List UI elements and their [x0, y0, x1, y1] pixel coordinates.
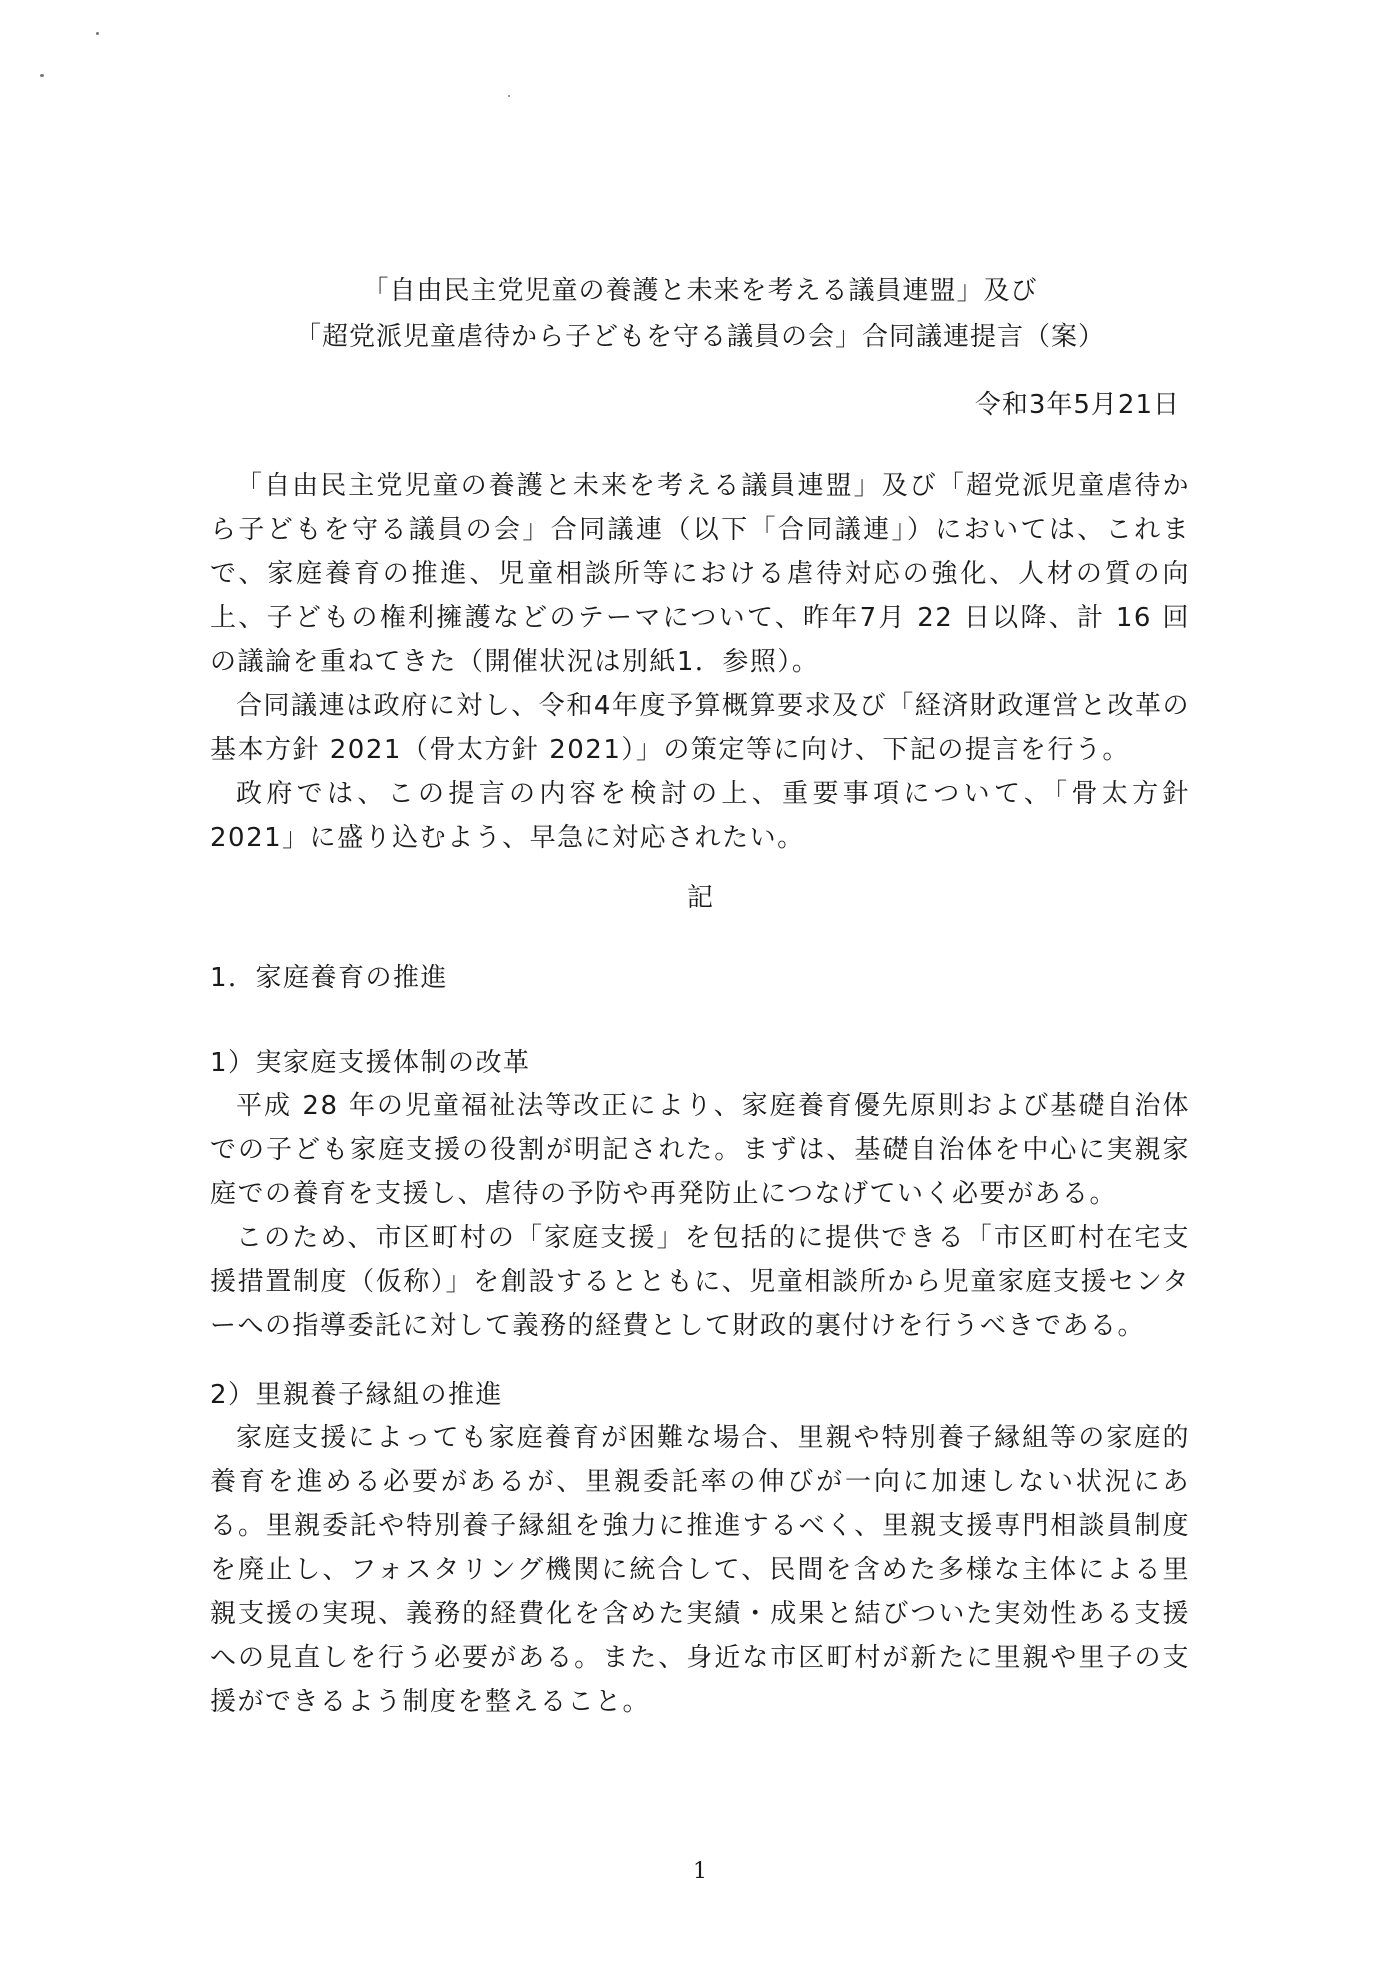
section-heading: 1．家庭養育の推進 — [210, 963, 449, 993]
scan-speck — [40, 74, 44, 77]
intro-paragraph-2: 合同議連は政府に対し、令和4年度予算概算要求及び「経済財政運営と改革の基本方針 2021（骨太方針 2021）」の策定等に向け、下記の提言を行う。 — [210, 691, 1190, 765]
document-date: 令和3年5月21日 — [974, 390, 1180, 420]
intro-section — [210, 464, 1190, 860]
intro-paragraph-1: 「自由民主党児童の養護と未来を考える議員連盟」及び「超党派児童虐待から子どもを守る議員の会」合同議連（以下「合同議連」）においては、これまで、家庭養育の推進、児童相談所等における虐待対応の強化、人材の質の向上、子どもの権利擁護などのテーマについて、昨年7月 22 日以降、計 16 回の議論を重ねてきた（開催状況は別紙1．参照）。 — [210, 471, 1190, 677]
subsection-2-body — [210, 1416, 1190, 1724]
page-number: 1 — [693, 1859, 707, 1884]
document-title-line-2: 「超党派児童虐待から子どもを守る議員の会」合同議連提言（案） — [294, 322, 1105, 352]
subsection-1-paragraph-2: このため、市区町村の「家庭支援」を包括的に提供できる「市区町村在宅支援措置制度（仮称）」を創設するとともに、児童相談所から児童家庭支援センターへの指導委託に対して義務的経費として財政的裏付けを行うべきである。 — [210, 1223, 1190, 1341]
scan-speck — [508, 95, 510, 97]
scan-speck — [96, 32, 99, 35]
subsection-heading-1: 1）実家庭支援体制の改革 — [210, 1048, 531, 1078]
subsection-2-paragraph-1: 家庭支援によっても家庭養育が困難な場合、里親や特別養子縁組等の家庭的養育を進める必要があるが、里親委託率の伸びが一向に加速しない状況にある。里親委託や特別養子縁組を強力に推進するべく、里親支援専門相談員制度を廃止し、フォスタリング機関に統合して、民間を含めた多様な主体による里親支援の実現、義務的経費化を含めた実績・成果と結びついた実効性ある支援への見直しを行う必要がある。また、身近な市区町村が新たに里親や里子の支援ができるよう制度を整えること。 — [210, 1423, 1190, 1717]
subsection-1-body — [210, 1084, 1190, 1348]
ki-marker: 記 — [686, 883, 713, 913]
subsection-1-paragraph-1: 平成 28 年の児童福祉法等改正により、家庭養育優先原則および基礎自治体での子ども家庭支援の役割が明記された。まずは、基礎自治体を中心に実親家庭での養育を支援し、虐待の予防や再発防止につなげていく必要がある。 — [210, 1091, 1190, 1209]
subsection-heading-2: 2）里親養子縁組の推進 — [210, 1380, 504, 1410]
document-title-line-1: 「自由民主党児童の養護と未来を考える議員連盟」及び — [362, 276, 1038, 306]
intro-paragraph-3: 政府では、この提言の内容を検討の上、重要事項について、「骨太方針 2021」に盛り込むよう、早急に対応されたい。 — [210, 779, 1190, 853]
